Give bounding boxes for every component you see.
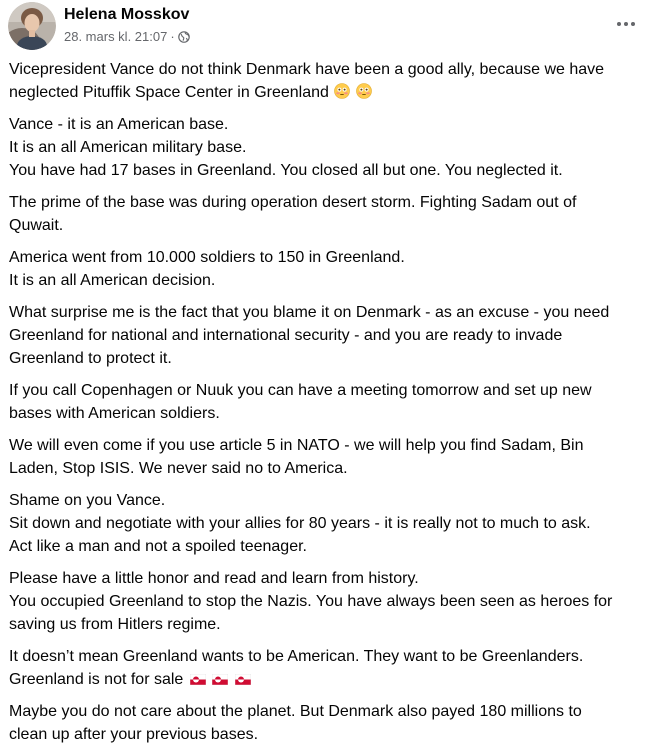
post-text: Greenland for national and international security - and you are ready to invade: [9, 327, 563, 344]
avatar[interactable]: [8, 2, 56, 50]
post-paragraph: [9, 645, 645, 691]
post-text-line: [9, 700, 645, 723]
post-meta: [64, 29, 190, 44]
post-text: Greenland is not for sale: [9, 671, 184, 688]
post-text-line: [9, 723, 645, 746]
post-text: clean up after your previous bases.: [9, 726, 259, 743]
post-text-line: [9, 379, 645, 402]
more-options-button[interactable]: [608, 10, 644, 38]
post-text-line: [9, 58, 645, 81]
post-text-line: [9, 246, 645, 269]
post-text: Shame on you Vance.: [9, 492, 166, 509]
post-text-line: [9, 191, 645, 214]
greenland-flag-emoji: [190, 669, 206, 680]
post-paragraph: [9, 301, 645, 370]
post-text: Vicepresident Vance do not think Denmark have been a good ally, because we have: [9, 61, 605, 78]
post-text-line: [9, 301, 645, 324]
post-text-line: [9, 347, 645, 370]
globe-icon[interactable]: [178, 31, 190, 43]
post-paragraph: [9, 379, 645, 425]
post-text-line: [9, 269, 645, 292]
flushed-face-emoji: [334, 83, 350, 99]
post-body: [9, 58, 645, 755]
post-paragraph: [9, 191, 645, 237]
post-text-line: [9, 613, 645, 636]
post-text-line: [9, 214, 645, 237]
post-text: If you call Copenhagen or Nuuk you can have a meeting tomorrow and set up new: [9, 382, 592, 399]
meta-separator: ·: [170, 29, 175, 44]
post-text: It doesn’t mean Greenland wants to be American. They want to be Greenlanders.: [9, 648, 584, 665]
post-text: neglected Pituffik Space Center in Greenland: [9, 84, 329, 101]
post-text: Please have a little honor and read and learn from history.: [9, 570, 419, 587]
post-paragraph: [9, 246, 645, 292]
post-text: Sit down and negotiate with your allies for 80 years - it is really not to much to ask.: [9, 515, 591, 532]
more-horizontal-icon: [616, 21, 636, 27]
greenland-flag-emoji: [235, 669, 251, 680]
post-paragraph: [9, 700, 645, 746]
post-text-line: [9, 489, 645, 512]
post-text-line: [9, 159, 645, 182]
post-text: bases with American soldiers.: [9, 405, 220, 422]
post-text-line: [9, 81, 645, 104]
flushed-face-emoji: [356, 83, 372, 99]
post-text: Vance - it is an American base.: [9, 116, 229, 133]
post-text: It is an all American military base.: [9, 139, 247, 156]
post-text: saving us from Hitlers regime.: [9, 616, 221, 633]
post-text-line: [9, 567, 645, 590]
post-paragraph: [9, 434, 645, 480]
post-text: Act like a man and not a spoiled teenager.: [9, 538, 307, 555]
post-header: [8, 2, 644, 50]
post-paragraph: [9, 58, 645, 104]
author-name[interactable]: Helena Mosskov: [64, 6, 190, 23]
post-text-line: [9, 324, 645, 347]
post-text: It is an all American decision.: [9, 272, 216, 289]
avatar-photo: [8, 2, 56, 50]
post-text: America went from 10.000 soldiers to 150 in Greenland.: [9, 249, 405, 266]
post-timestamp[interactable]: 28. mars kl. 21:07: [64, 29, 168, 44]
post-text-line: [9, 113, 645, 136]
post-text: You have had 17 bases in Greenland. You closed all but one. You neglected it.: [9, 162, 563, 179]
post-paragraph: [9, 489, 645, 558]
post-text-line: [9, 535, 645, 558]
post-text-line: [9, 402, 645, 425]
post-text-line: [9, 512, 645, 535]
post-text: Maybe you do not care about the planet. But Denmark also payed 180 millions to: [9, 703, 582, 720]
post-text: Greenland to protect it.: [9, 350, 172, 367]
post-text: We will even come if you use article 5 in NATO - we will help you find Sadam, Bin: [9, 437, 584, 454]
post-text-line: [9, 136, 645, 159]
post-text: You occupied Greenland to stop the Nazis. You have always been seen as heroes for: [9, 593, 613, 610]
post-text: The prime of the base was during operation desert storm. Fighting Sadam out of: [9, 194, 577, 211]
post-text-line: [9, 434, 645, 457]
post-text-line: [9, 457, 645, 480]
post-paragraph: [9, 113, 645, 182]
post-text: Quwait.: [9, 217, 64, 234]
post-text-line: [9, 645, 645, 668]
greenland-flag-emoji: [212, 669, 228, 680]
post-text-line: [9, 590, 645, 613]
post-paragraph: [9, 567, 645, 636]
post-text-line: [9, 668, 645, 691]
post-text: Laden, Stop ISIS. We never said no to America.: [9, 460, 348, 477]
post-text: What surprise me is the fact that you blame it on Denmark - as an excuse - you need: [9, 304, 610, 321]
